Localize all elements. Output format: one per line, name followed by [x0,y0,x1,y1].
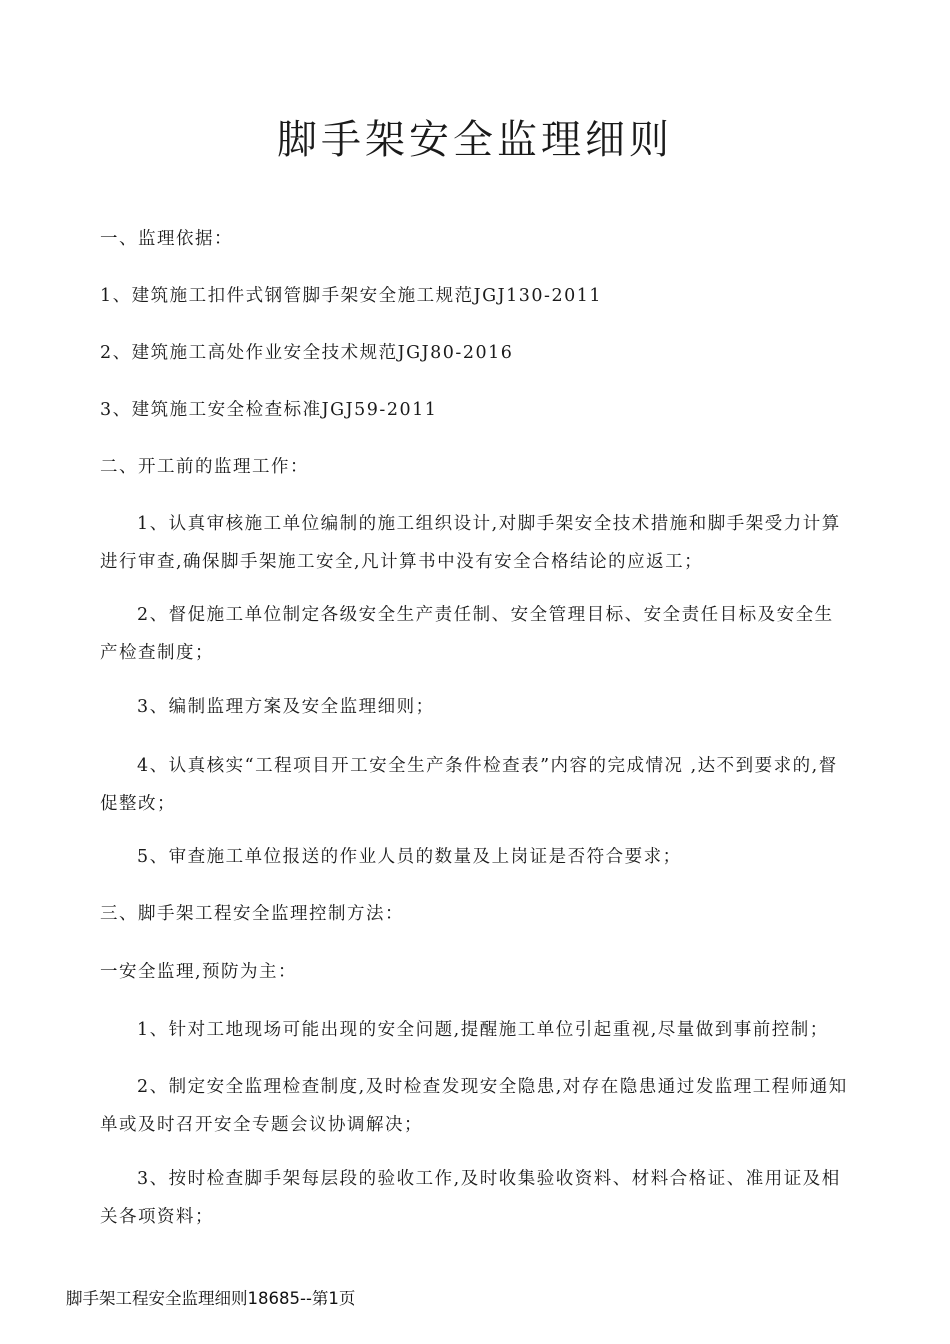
subsection-heading-prevention: 一安全监理,预防为主： [100,962,298,982]
pre-work-item-1: 1、认真审核施工单位编制的施工组织设计,对脚手架安全技术措施和脚手架受力计算进行审查,确保脚手架施工安全,凡计算书中没有安全合格结论的应返工； [100,514,841,572]
page-footer: 脚手架工程安全监理细则18685--第1页 [66,1289,356,1308]
pre-work-item-3: 3、编制监理方案及安全监理细则； [137,697,435,717]
prevention-item-2: 2、制定安全监理检查制度,及时检查发现安全隐患,对存在隐患通过发监理工程师通知单或及时召开安全专题会议协调解决； [100,1077,848,1135]
section-heading-control-methods: 三、脚手架工程安全监理控制方法： [100,904,404,924]
pre-work-item-4: 4、认真核实“工程项目开工安全生产条件检查表”内容的完成情况 ,达不到要求的,督促整改； [100,756,838,814]
prevention-item-1: 1、针对工地现场可能出现的安全问题,提醒施工单位引起重视,尽量做到事前控制； [137,1020,829,1040]
basis-item-1: 1、建筑施工扣件式钢管脚手架安全施工规范JGJ130-2011 [100,286,602,306]
prevention-item-3: 3、按时检查脚手架每层段的验收工作,及时收集验收资料、材料合格证、准用证及相关各项资料； [100,1169,841,1227]
section-heading-basis: 一、监理依据： [100,229,233,249]
pre-work-item-5: 5、审查施工单位报送的作业人员的数量及上岗证是否符合要求； [137,847,682,867]
document-title: 脚手架安全监理细则 [277,117,673,163]
section-heading-pre-work: 二、开工前的监理工作： [100,457,309,477]
basis-item-3: 3、建筑施工安全检查标准JGJ59-2011 [100,400,438,420]
basis-item-2: 2、建筑施工高处作业安全技术规范JGJ80-2016 [100,343,514,363]
pre-work-item-2: 2、督促施工单位制定各级安全生产责任制、安全管理目标、安全责任目标及安全生产检查制度； [100,605,834,663]
